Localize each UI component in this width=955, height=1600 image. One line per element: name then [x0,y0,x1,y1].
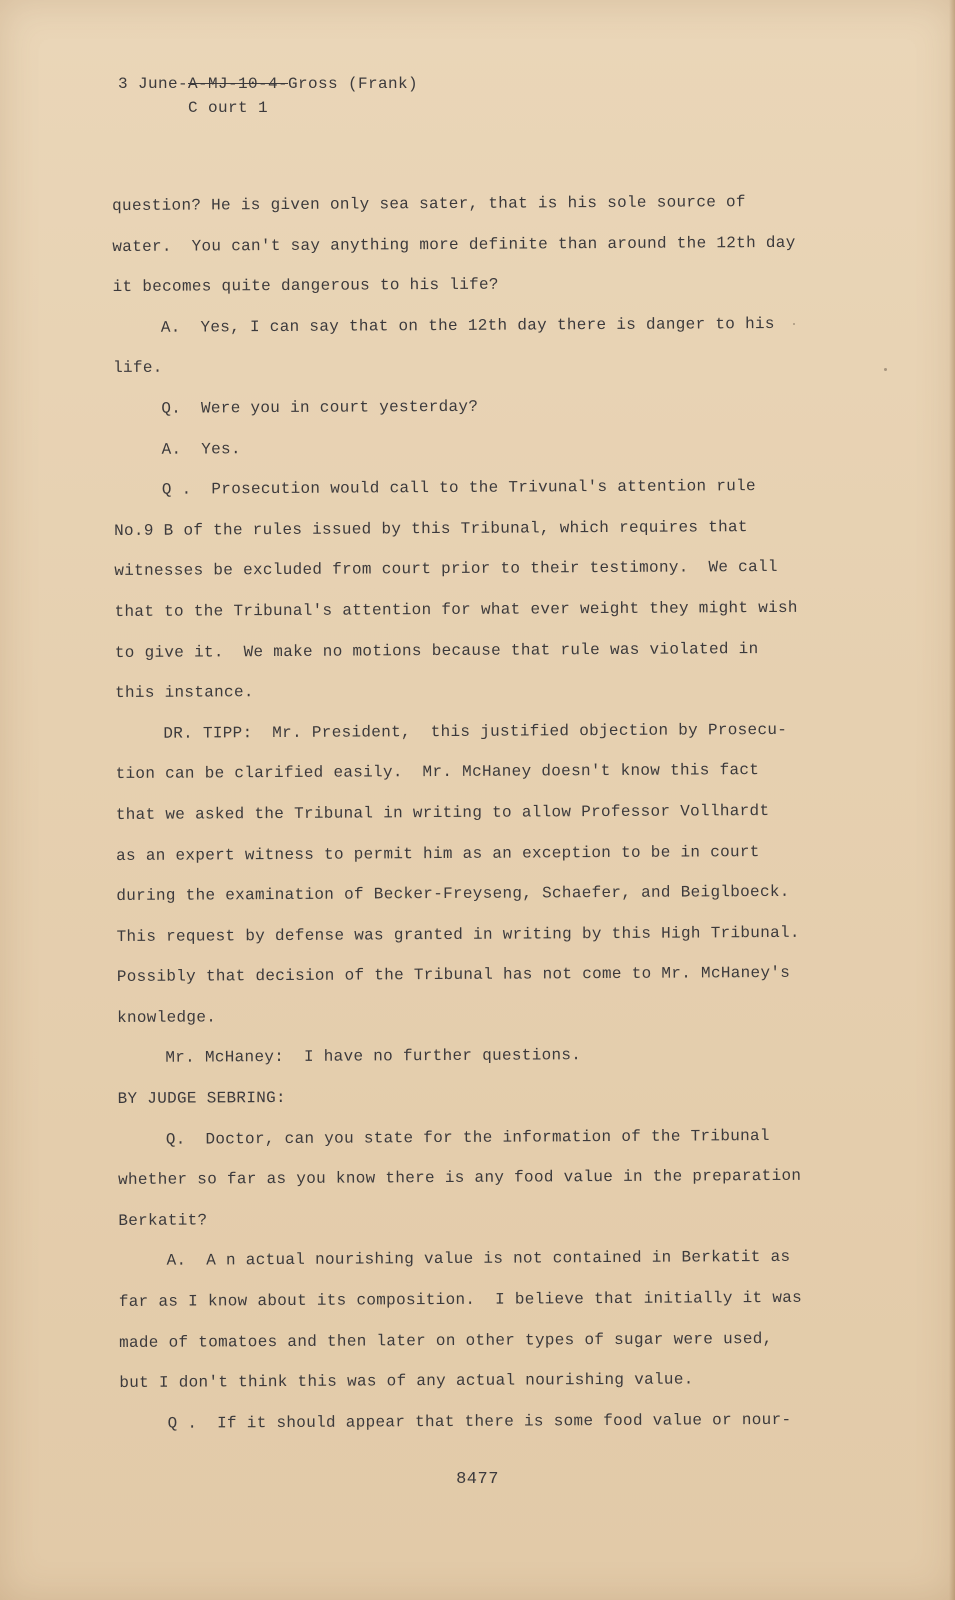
paper-speck [793,323,795,325]
transcript-line: Possibly that decision of the Tribunal has not come to Mr. McHaney's [116,964,791,987]
transcript-line: but I don't think this was of any actual nourishing value. [119,1370,694,1393]
transcript-line: Q. Were you in court yesterday? [161,397,479,418]
header-struck-text: A-MJ-10-4- [188,75,289,93]
transcript-line: This request by defense was granted in writing by this High Tribunal. [116,923,800,946]
transcript-line: BY JUDGE SEBRING: [117,1089,286,1109]
transcript-line: made of tomatoes and then later on other types of sugar were used, [119,1329,773,1352]
transcript-line: as an expert witness to permit him as an exception to be in court [116,842,760,865]
transcript-line: during the examination of Becker-Freyseng, Schaefer, and Beiglboeck. [116,882,790,906]
header-line-1 [118,72,418,96]
transcript-line: Berkatit? [118,1211,208,1230]
header-date: 3 June- [118,75,189,93]
header-witness-name: Gross (Frank) [288,75,419,93]
transcript-line: far as I know about its composition. I believe that initially it was [118,1288,803,1312]
transcript-line: knowledge. [117,1008,217,1027]
transcript-line: DR. TIPP: Mr. President, this justified objection by Prosecu- [163,720,788,743]
transcript-line: witnesses be excluded from court prior to their testimony. We call [114,558,778,581]
transcript-line: it becomes quite dangerous to his life? [112,275,499,297]
paper-speck [884,368,887,371]
transcript-line: No.9 B of the rules issued by this Tribunal, which requires that [114,517,748,540]
transcript-line: Q . Prosecution would call to the Trivunal's attention rule [161,477,756,499]
transcript-line: to give it. We make no motions because that rule was violated in [114,639,759,662]
page-header [118,72,418,120]
transcript-line: Mr. McHaney: I have no further questions. [165,1046,582,1068]
transcript-line: A. Yes, I can say that on the 12th day there is danger to his [160,314,775,337]
transcript-line: question? He is given only sea sater, that is his sole source of [112,193,746,215]
transcript-line: this instance. [115,683,254,703]
transcript-line: water. You can't say anything more definite than around the 12th day [112,233,796,256]
header-court: C ourt 1 [188,99,269,117]
transcript-line: tion can be clarified easily. Mr. McHaney doesn't know this fact [115,761,760,784]
transcript-line: whether so far as you know there is any food value in the preparation [118,1167,802,1190]
transcript-line: Q . If it should appear that there is some food value or nour- [167,1410,792,1433]
transcript-line: Q. Doctor, can you state for the information of the Tribunal [165,1126,770,1149]
transcript-line: A. A n actual nourishing value is not contained in Berkatit as [166,1248,791,1271]
transcript-line: that to the Tribunal's attention for what ever weight they might wish [114,598,798,621]
transcript-line: life. [113,359,163,378]
transcript-line: that we asked the Tribunal in writing to allow Professor Vollhardt [115,801,770,824]
transcript-line: A. Yes. [161,439,241,459]
page-number: 8477 [456,1470,499,1489]
page-edge-shadow [949,0,955,1600]
transcript-body [112,182,820,1445]
